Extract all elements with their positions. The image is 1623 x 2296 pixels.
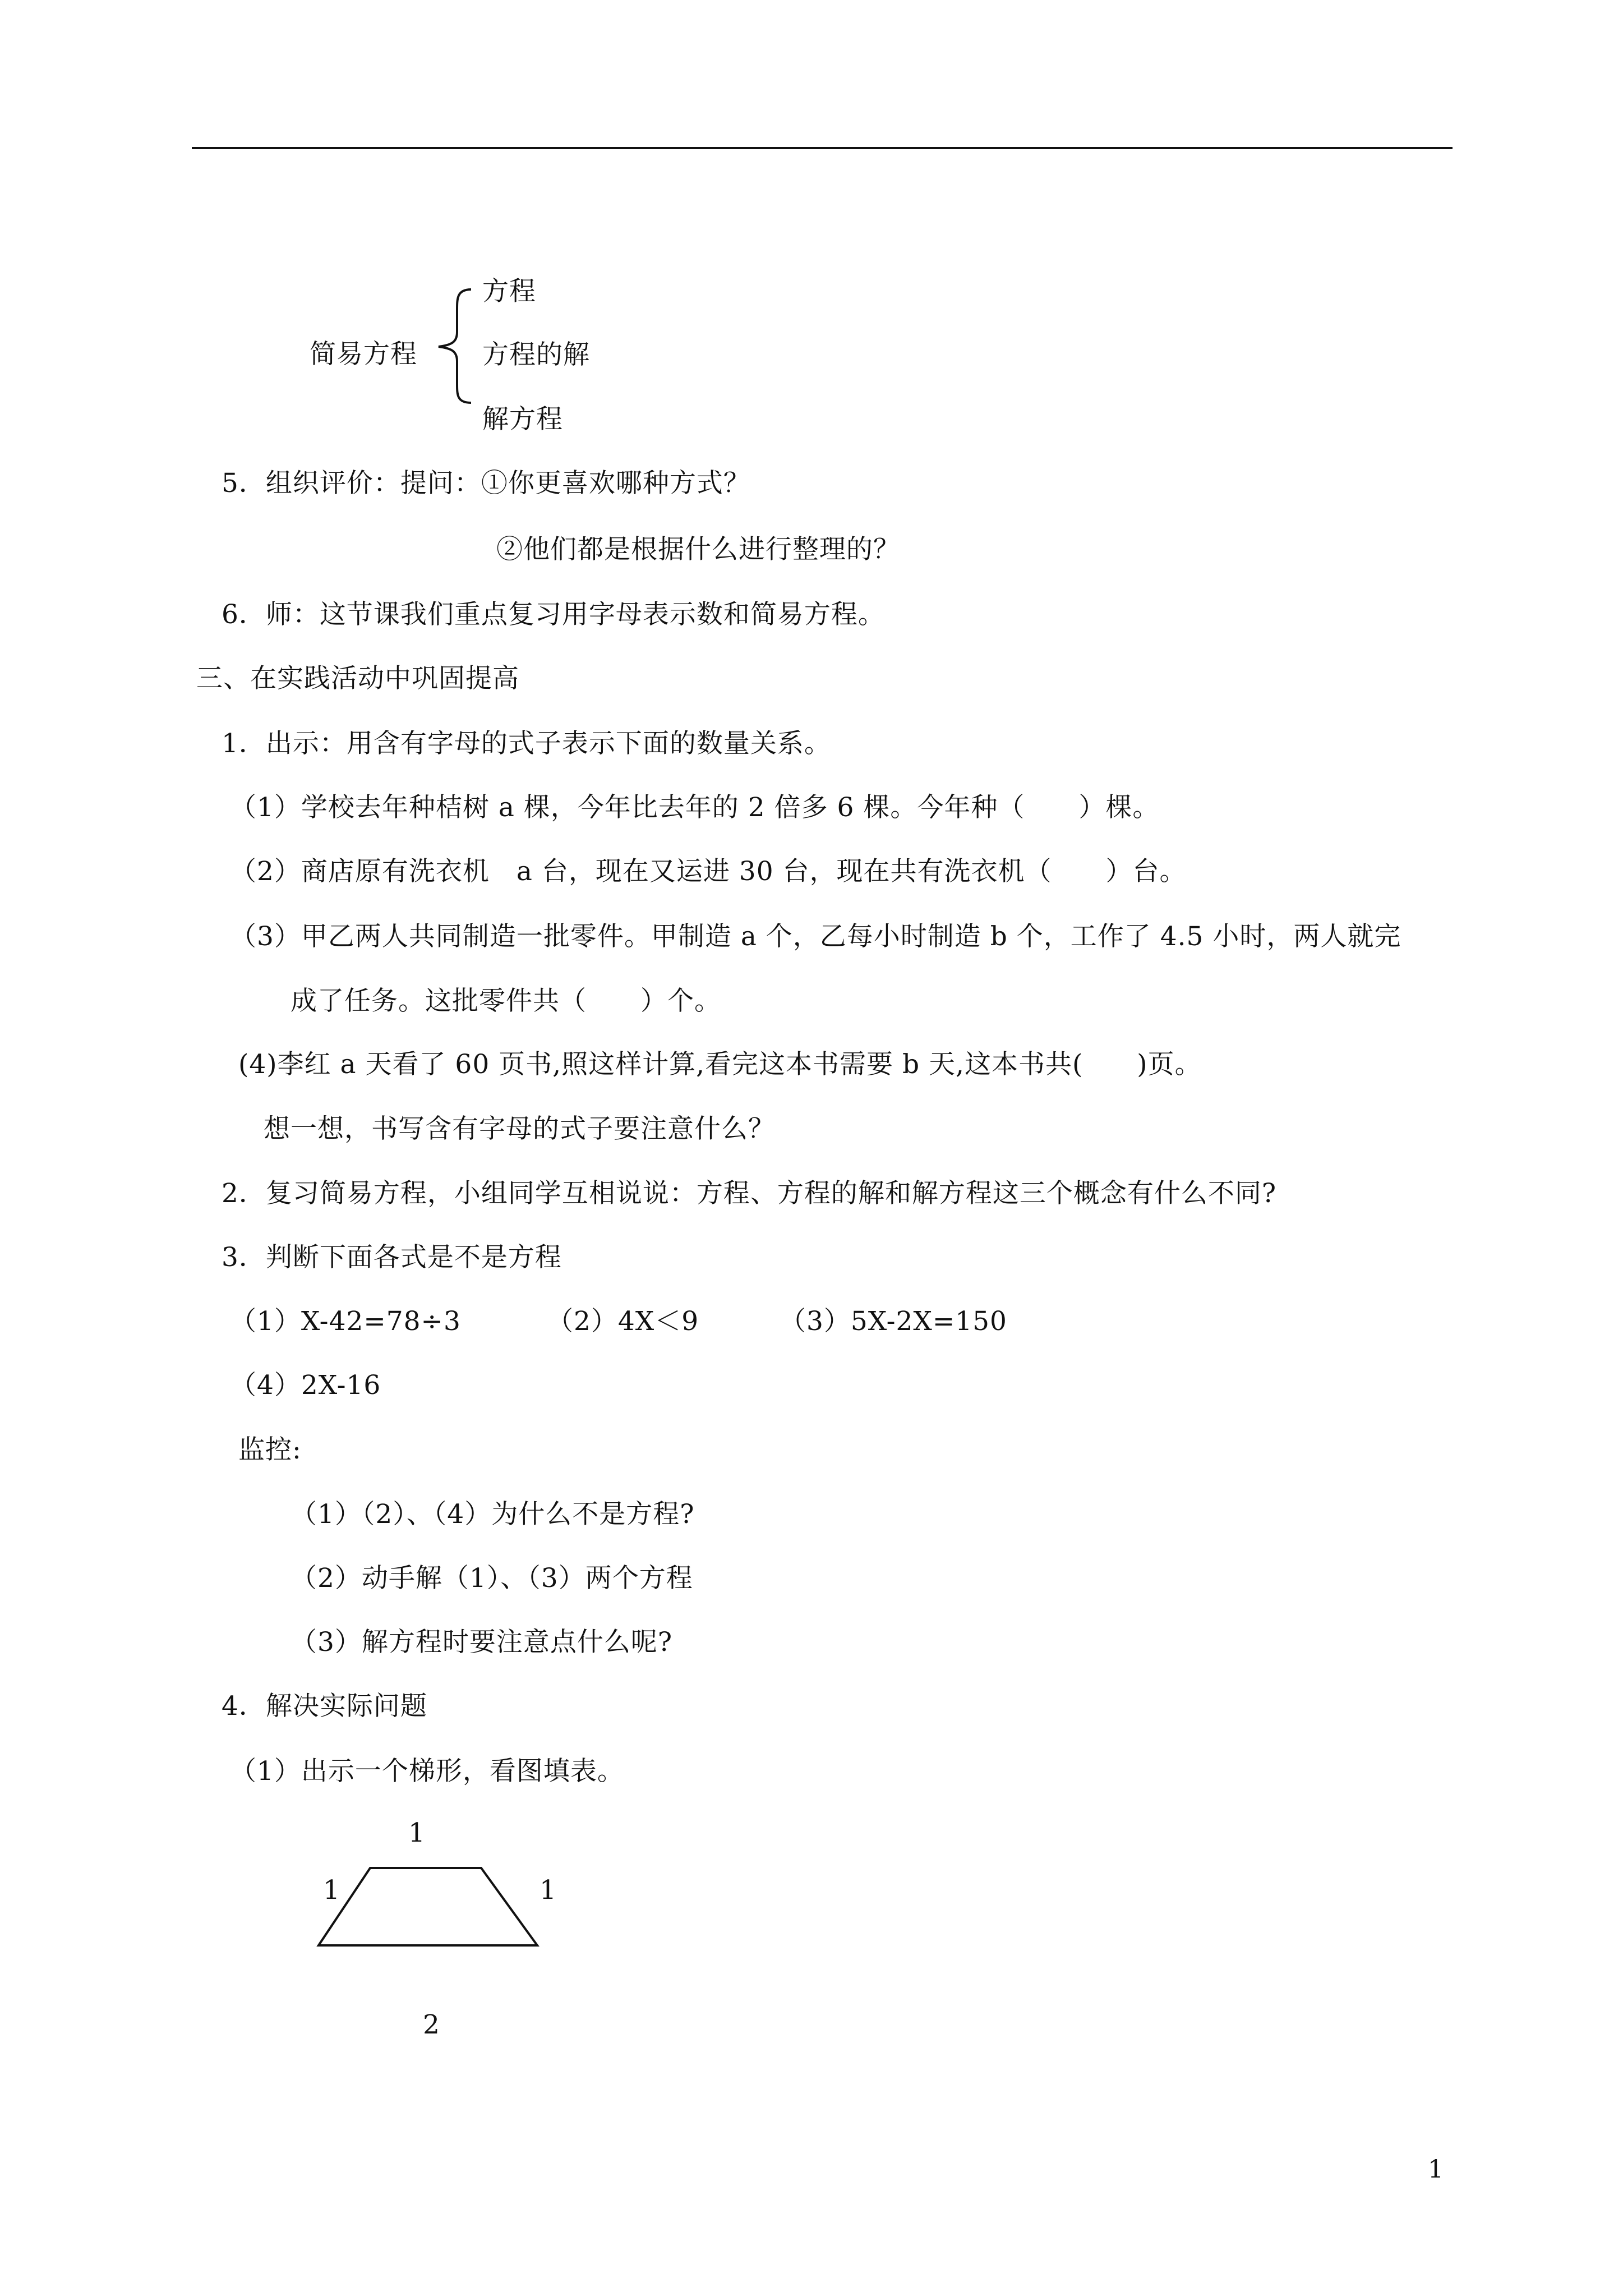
monitor-item-1: （1）（2）、（4）为什么不是方程? [291, 1499, 695, 1530]
monitor-label: 监控: [238, 1434, 302, 1465]
outline-root: 简易方程 [310, 339, 417, 370]
question-1-1: （1）学校去年种桔树 a 棵，今年比去年的 2 倍多 6 棵。今年种（ ）棵。 [230, 792, 1160, 823]
question-1-2: （2）商店原有洗衣机 a 台，现在又运进 30 台，现在共有洗衣机（ ）台。 [230, 856, 1187, 887]
question-4: 4．解决实际问题 [222, 1691, 427, 1722]
equation-2: （2）4X＜9 [547, 1306, 699, 1337]
item6-text: 6．师：这节课我们重点复习用字母表示数和简易方程。 [222, 599, 885, 630]
question-1-3-line1: （3）甲乙两人共同制造一批零件。甲制造 a 个，乙每小时制造 b 个，工作了 4.5 小时，两人就完 [230, 921, 1401, 952]
equation-1: （1）X-42=78÷3 [230, 1306, 461, 1337]
question-3: 3．判断下面各式是不是方程 [222, 1242, 562, 1273]
section3-heading: 三、在实践活动中巩固提高 [196, 663, 519, 694]
question-4-1: （1）出示一个梯形，看图填表。 [230, 1756, 624, 1787]
think-prompt: 想一想，书写含有字母的式子要注意什么？ [264, 1114, 775, 1144]
outline-branch-1: 方程 [482, 276, 536, 307]
question-1-4: (4)李红 a 天看了 60 页书,照这样计算,看完这本书需要 b 天,这本书共( )页。 [238, 1049, 1202, 1080]
monitor-item-3: （3）解方程时要注意点什么呢? [291, 1627, 673, 1658]
header-rule [192, 147, 1453, 149]
question-2: 2．复习简易方程，小组同学互相说说：方程、方程的解和解方程这三个概念有什么不同? [222, 1178, 1277, 1209]
trapezoid-label-bottom: 2 [423, 2009, 440, 2040]
item5-text: 5．组织评价：提问：①你更喜欢哪种方式？ [222, 468, 750, 499]
trapezoid-figure [314, 1851, 550, 1963]
question-1-3-line2: 成了任务。这批零件共（ ）个。 [291, 986, 721, 1016]
outline-brace [432, 287, 477, 405]
item5-question-2: ②他们都是根据什么进行整理的？ [496, 534, 900, 565]
trapezoid-label-top: 1 [408, 1818, 426, 1848]
trapezoid-label-right: 1 [540, 1875, 557, 1906]
outline-branch-2: 方程的解 [482, 339, 590, 370]
trapezoid-shape [319, 1868, 537, 1945]
equation-3: （3）5X-2X=150 [780, 1306, 1007, 1337]
outline-branch-3: 解方程 [482, 404, 563, 435]
page-number: 1 [1428, 2155, 1444, 2184]
equation-4: （4）2X-16 [230, 1370, 381, 1401]
question-1: 1．出示：用含有字母的式子表示下面的数量关系。 [222, 728, 831, 759]
trapezoid-label-left: 1 [323, 1875, 340, 1906]
monitor-item-2: （2）动手解（1）、（3）两个方程 [291, 1563, 693, 1594]
